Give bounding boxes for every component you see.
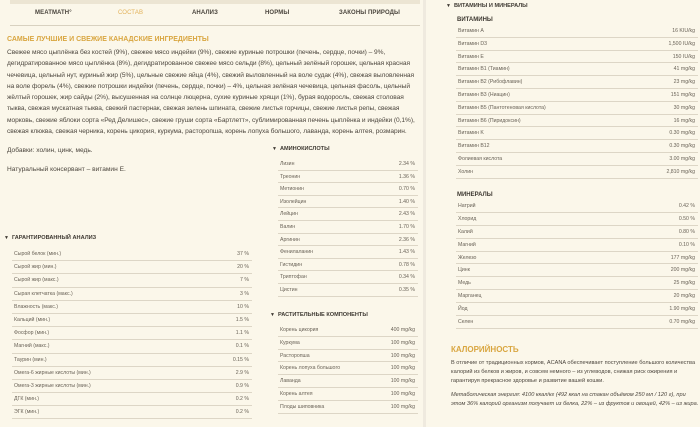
row-name: Витамин B5 (Пантотеновая кислота): [458, 104, 546, 111]
table-row: [278, 375, 418, 388]
amino-acids-toggle[interactable]: [272, 146, 330, 152]
row-value: 2.9 %: [235, 369, 249, 376]
table-row: [278, 271, 418, 284]
table-row: [456, 303, 698, 316]
plant-components-table: [278, 324, 418, 414]
row-name: Витамин B2 (Рибофлавин): [458, 79, 523, 86]
table-row: [456, 166, 698, 179]
row-value: 0.42 %: [678, 203, 695, 209]
tab-norms[interactable]: НОРМЫ: [265, 10, 290, 16]
row-value: 16 KIU/kg: [672, 28, 695, 34]
calories-text: В отличие от традиционных кормов, ACANA обеспечивает поступление большого количества калорий из белков и жиров, и совсем немного – из углеводов, снижая риск ожирения и гарантируя прекрасное здоровье и развитие вашей кошки.: [451, 360, 696, 385]
table-row: [278, 401, 418, 414]
row-value: 20 mg/kg: [673, 293, 695, 300]
row-value: 1.36 %: [398, 173, 415, 180]
row-value: 0.2 %: [235, 409, 249, 416]
row-value: 7 %: [240, 277, 249, 284]
row-name: Фосфор (мин.): [14, 330, 50, 337]
row-name: Цинк: [458, 267, 470, 274]
row-value: 151 mg/kg: [670, 91, 695, 98]
row-value: 2.43 %: [398, 211, 415, 218]
table-row: [278, 246, 418, 259]
row-value: 2.34 %: [398, 161, 415, 167]
row-name: Омега-6 жирные кислоты (мин.): [14, 369, 91, 376]
row-name: Селен: [458, 319, 474, 326]
row-name: Фолиевая кислота: [458, 155, 503, 162]
row-name: Треонин: [280, 173, 301, 180]
table-row: [456, 153, 698, 166]
vitamins-minerals-title: ВИТАМИНЫ И МИНЕРАЛЫ: [453, 3, 528, 9]
row-name: Цистин: [280, 286, 298, 293]
row-value: 177 mg/kg: [670, 254, 695, 261]
table-row: [278, 350, 418, 363]
row-value: 0.70 %: [398, 186, 415, 193]
right-column: [423, 0, 700, 427]
tab-meatmath[interactable]: MEATMATH°: [35, 10, 72, 16]
table-row: [278, 208, 418, 221]
row-value: 1.5 %: [235, 316, 249, 323]
table-row: [278, 259, 418, 272]
row-name: Плоды шиповника: [280, 403, 325, 410]
table-row: [278, 284, 418, 297]
table-row: [456, 316, 698, 329]
row-value: 100 mg/kg: [390, 390, 415, 397]
ingredients-text: Свежее мясо цыплёнка без костей (9%), свежее мясо индейки (9%), свежие куриные потрошки (печень, сердце, почки) – 9%, дегидратированное мясо цыплёнка (8%), дегидратированное свежее мясо сельди (8%), цельный зелёный горошек, цельная красная чечевица, цельный нут, куриный жир (5%), цельные свежие яйца (4%), свежий выловленный на воле судак (4%), свежая выловленная на воле форель (4%), свежие потрошки индейки (печень, сердце, почки) – 4%, цельная зелёная чечевица, цельная фасоль, цельный жёлтый горошек, жир сайды (2%), высушенная на солнце люцерна, сухие куриные хрящи (1%), бурая водоросль, свежая столовая тыква, свежая мускатная тыква, свежий пастернак, свежая зелень шпината, свежие листья горчицы, свежие листья репы, свежая морковь, свежие яблоки сорта «Ред Делишес», свежие груши сорта «Бартлетт», сублимированная печень цыплёнка и индейки (0,1%), свежая клюква, свежая черника, корень цикория, куркума, расторопша, корень лопуха большого, лаванда, корень алтея, розмарин.: [7, 49, 415, 136]
row-name: Витамин A: [458, 28, 484, 34]
row-name: Корень лопуха большого: [280, 365, 341, 372]
row-name: Холин: [458, 168, 473, 175]
row-value: 0.78 %: [398, 261, 415, 268]
guaranteed-analysis-title: ГАРАНТИРОВАННЫЙ АНАЛИЗ: [11, 235, 97, 241]
table-row: [278, 171, 418, 184]
row-name: Калий: [458, 228, 473, 235]
row-value: 100 mg/kg: [390, 339, 415, 346]
row-name: Витамин B1 (Тиамин): [458, 66, 510, 73]
row-name: Витамин D3: [458, 40, 487, 47]
row-name: Фенилаланин: [280, 249, 314, 256]
table-row: [12, 393, 252, 406]
table-row: [12, 248, 252, 261]
row-value: 0.30 mg/kg: [669, 130, 695, 137]
table-row: [12, 327, 252, 340]
row-name: Омега-3 жирные кислоты (мин.): [14, 382, 91, 389]
row-name: Валин: [280, 223, 296, 230]
table-row: [456, 239, 698, 252]
row-name: Триптофан: [280, 274, 307, 281]
table-row: [456, 277, 698, 290]
row-value: 0.35 %: [398, 286, 415, 293]
row-value: 1,500 IU/kg: [668, 40, 695, 47]
row-value: 0.30 mg/kg: [669, 143, 695, 150]
table-row: [12, 354, 252, 367]
table-row: [12, 274, 252, 287]
triangle-down-icon: ▼: [4, 235, 9, 241]
row-name: Кальций (мин.): [14, 316, 51, 323]
row-value: 100 mg/kg: [390, 403, 415, 410]
row-name: Натрий: [458, 203, 476, 209]
row-name: Расторопша: [280, 352, 310, 359]
row-value: 100 mg/kg: [390, 352, 415, 359]
row-name: Марганец: [458, 293, 482, 300]
table-row: [12, 288, 252, 301]
preservative-text: Натуральный консервант – витамин E.: [7, 166, 126, 174]
row-value: 0.50 %: [678, 215, 695, 222]
table-row: [456, 127, 698, 140]
row-name: Метионин: [280, 186, 304, 193]
table-row: [12, 301, 252, 314]
row-value: 1.43 %: [398, 249, 415, 256]
calories-block: [451, 345, 700, 409]
row-value: 30 mg/kg: [673, 104, 695, 111]
row-name: Железо: [458, 254, 477, 261]
vitamins-table: [456, 25, 698, 179]
row-name: Витамин B12: [458, 143, 490, 150]
row-value: 41 mg/kg: [673, 66, 695, 73]
row-name: Аргинин: [280, 236, 300, 243]
row-name: Сырой жир (макс.): [14, 277, 59, 284]
row-value: 10 %: [237, 303, 249, 310]
table-row: [456, 226, 698, 239]
row-value: 37 %: [237, 251, 249, 257]
amino-acids-table: [278, 158, 418, 297]
row-value: 0.9 %: [235, 382, 249, 389]
row-name: Витамин E: [458, 53, 484, 60]
nav-tabs: [10, 4, 420, 26]
row-value: 0.80 %: [678, 228, 695, 235]
row-value: 0.10 %: [678, 241, 695, 248]
plant-components-toggle[interactable]: [270, 312, 368, 318]
row-name: Йод: [458, 306, 468, 313]
metabolic-energy-text: Метаболическая энергия: 4100 ккал/кг (492 ккал на стакан объёмом 250 мл / 120 г), при этом 36% калорий организм получает из белка, 22% – из фруктов и овощей, 42% – из жира.: [451, 391, 699, 407]
tab-analysis[interactable]: АНАЛИЗ: [192, 10, 218, 16]
row-value: 1.1 %: [235, 330, 249, 337]
plant-components-title: РАСТИТЕЛЬНЫЕ КОМПОНЕНТЫ: [277, 312, 368, 318]
table-row: [456, 51, 698, 64]
table-row: [456, 89, 698, 102]
row-value: 0.2 %: [235, 396, 249, 403]
row-name: Таурин (мин.): [14, 356, 47, 363]
row-name: Магний: [458, 241, 476, 248]
vitamins-title: ВИТАМИНЫ: [457, 17, 493, 23]
amino-acids-title: АМИНОКИСЛОТЫ: [279, 146, 330, 152]
tab-composition[interactable]: СОСТАВ: [118, 10, 144, 16]
row-value: 3 %: [240, 290, 249, 297]
row-value: 400 mg/kg: [390, 327, 415, 333]
table-row: [12, 380, 252, 393]
row-value: 200 mg/kg: [670, 267, 695, 274]
row-value: 2,810 mg/kg: [666, 168, 695, 175]
table-row: [456, 38, 698, 51]
table-row: [456, 102, 698, 115]
minerals-title: МИНЕРАЛЫ: [457, 192, 493, 198]
table-row: [12, 340, 252, 353]
table-row: [278, 183, 418, 196]
table-row: [278, 362, 418, 375]
row-name: ЭГК (мин.): [14, 409, 40, 416]
table-row: [456, 63, 698, 76]
table-row: [456, 200, 698, 213]
row-name: Лаванда: [280, 378, 301, 385]
guaranteed-analysis-table: [12, 248, 252, 419]
row-name: Сырой жир (мин.): [14, 264, 57, 271]
guaranteed-analysis-toggle[interactable]: [4, 235, 96, 241]
row-value: 0.1 %: [235, 343, 249, 350]
row-name: Витамин B3 (Ниацин): [458, 91, 510, 98]
table-row: [456, 115, 698, 128]
vitamins-minerals-toggle[interactable]: [446, 3, 528, 9]
row-value: 150 IU/kg: [672, 53, 695, 60]
table-row: [12, 314, 252, 327]
table-row: [12, 406, 252, 419]
row-name: ДГК (мин.): [14, 396, 40, 403]
ingredients-title: САМЫЕ ЛУЧШИЕ И СВЕЖИЕ КАНАДСКИЕ ИНГРЕДИЕНТЫ: [7, 36, 209, 43]
row-name: Витамин B6 (Пиридоксин): [458, 117, 521, 124]
table-row: [278, 158, 418, 171]
row-value: 100 mg/kg: [390, 378, 415, 385]
row-name: Куркума: [280, 339, 300, 346]
table-row: [456, 76, 698, 89]
row-name: Магний (макс.): [14, 343, 50, 350]
row-name: Сырой белок (мин.): [14, 251, 62, 257]
table-row: [278, 221, 418, 234]
table-row: [278, 337, 418, 350]
table-row: [456, 213, 698, 226]
table-row: [456, 140, 698, 153]
row-value: 0.70 mg/kg: [669, 319, 695, 326]
row-name: Корень алтея: [280, 390, 313, 397]
table-row: [278, 196, 418, 209]
row-value: 25 mg/kg: [673, 280, 695, 287]
minerals-table: [456, 200, 698, 329]
table-row: [456, 264, 698, 277]
triangle-down-icon: ▼: [272, 146, 277, 152]
composition-block: [7, 36, 419, 175]
table-row: [12, 367, 252, 380]
row-value: 0.15 %: [232, 356, 249, 363]
row-value: 0.34 %: [398, 274, 415, 281]
table-row: [456, 252, 698, 265]
table-row: [456, 25, 698, 38]
row-name: Хлорид: [458, 215, 477, 222]
triangle-down-icon: ▼: [446, 3, 451, 9]
table-row: [278, 388, 418, 401]
table-row: [12, 261, 252, 274]
table-row: [278, 324, 418, 337]
row-value: 1.70 %: [398, 223, 415, 230]
row-name: Изолейцин: [280, 198, 307, 205]
row-value: 2.36 %: [398, 236, 415, 243]
row-name: Лизин: [280, 161, 295, 167]
calories-title: КАЛОРИЙНОСТЬ: [451, 345, 519, 354]
row-value: 23 mg/kg: [673, 79, 695, 86]
row-name: Гистидин: [280, 261, 303, 268]
table-row: [278, 234, 418, 247]
row-value: 1.40 %: [398, 198, 415, 205]
row-name: Витамин K: [458, 130, 484, 137]
row-name: Лейцин: [280, 211, 298, 218]
row-value: 20 %: [237, 264, 249, 271]
row-name: Корень цикория: [280, 327, 319, 333]
table-row: [456, 290, 698, 303]
row-value: 3.00 mg/kg: [669, 155, 695, 162]
tab-laws-of-nature[interactable]: ЗАКОНЫ ПРИРОДЫ: [339, 10, 400, 16]
row-value: 100 mg/kg: [390, 365, 415, 372]
row-value: 1.90 mg/kg: [669, 306, 695, 313]
row-value: 16 mg/kg: [673, 117, 695, 124]
additives-text: Добавки: холин, цинк, медь.: [7, 147, 93, 155]
row-name: Медь: [458, 280, 471, 287]
row-name: Сырая клетчатка (макс.): [14, 290, 73, 297]
row-name: Влажность (макс.): [14, 303, 58, 310]
triangle-down-icon: ▼: [270, 312, 275, 318]
